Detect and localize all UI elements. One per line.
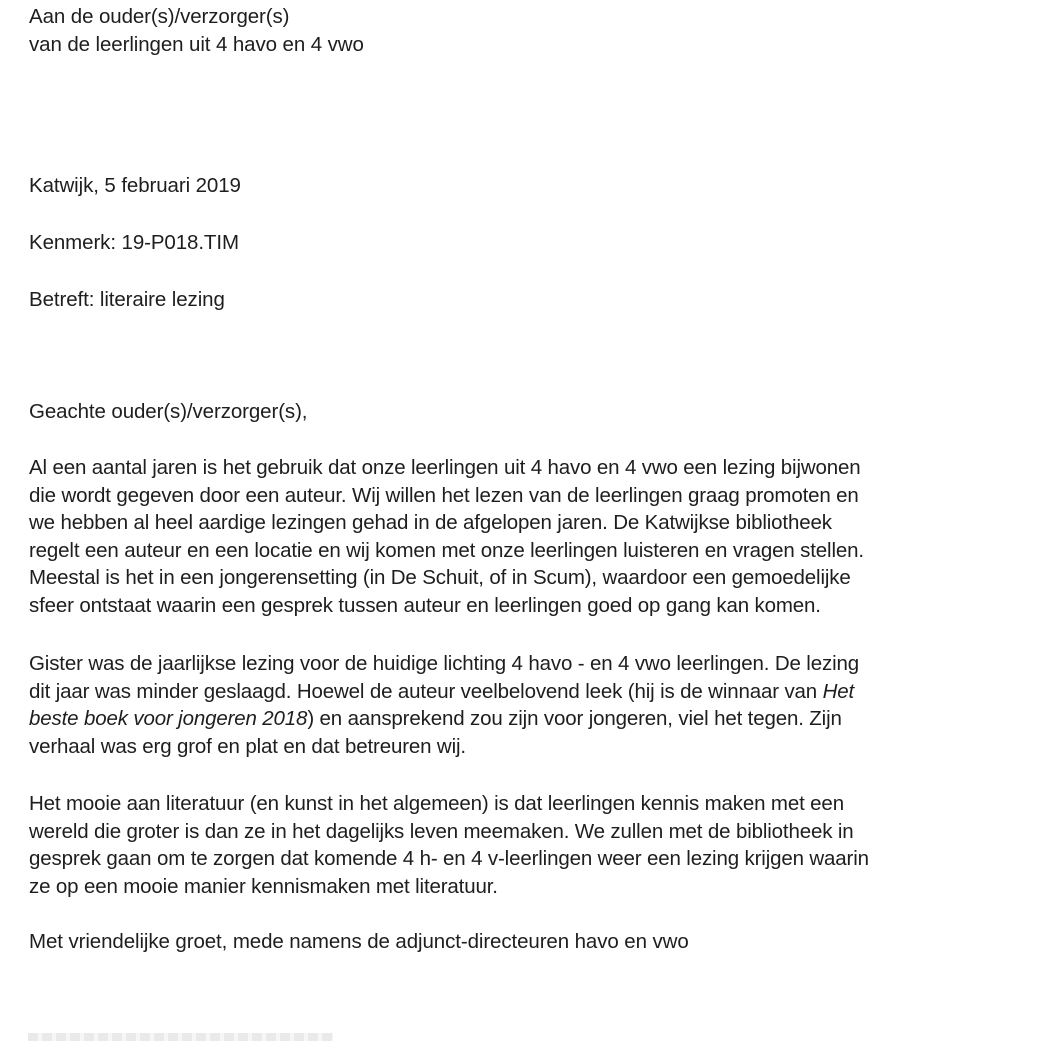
salutation: Geachte ouder(s)/verzorger(s), — [29, 400, 308, 423]
text-run: dit jaar was minder geslaagd. Hoewel de auteur veelbelovend leek (hij is de winnaar van — [29, 679, 823, 703]
subject-line: Betreft: literaire lezing — [29, 288, 225, 311]
paragraph-2 — [29, 650, 1019, 760]
paragraph-line: sfeer ontstaat waarin een gesprek tussen auteur en leerlingen goed op gang kan komen. — [29, 593, 821, 617]
paragraph-line: Meestal is het in een jongerensetting (in De Schuit, of in Scum), waardoor een gemoedelijke — [29, 566, 851, 589]
paragraph-line: Al een aantal jaren is het gebruik dat onze leerlingen uit 4 havo en 4 vwo een lezing bijwonen — [29, 456, 861, 479]
paragraph-line: ze op een mooie manier kennismaken met literatuur. — [29, 874, 498, 898]
cut-off-signature-line — [28, 1033, 333, 1041]
recipient-line-1: Aan de ouder(s)/verzorger(s) — [29, 5, 290, 28]
paragraph-line — [29, 678, 1019, 706]
book-title-italic: beste boek voor jongeren 2018 — [29, 707, 308, 730]
closing-line: Met vriendelijke groet, mede namens de adjunct-directeuren havo en vwo — [29, 930, 689, 953]
text-run: ) en aansprekend zou zijn voor jongeren, viel het tegen. Zijn — [307, 707, 842, 730]
recipient-line-2: van de leerlingen uit 4 havo en 4 vwo — [29, 33, 364, 56]
reference-number: Kenmerk: 19-P018.TIM — [29, 231, 239, 254]
paragraph-3 — [29, 790, 1019, 900]
paragraph-line: Gister was de jaarlijkse lezing voor de huidige lichting 4 havo - en 4 vwo leerlingen. De lezing — [29, 652, 859, 675]
paragraph-line: gesprek gaan om te zorgen dat komende 4 h- en 4 v-leerlingen weer een lezing krijgen waarin — [29, 847, 869, 870]
book-title-italic: Het — [822, 679, 855, 703]
paragraph-line: wereld die groter is dan ze in het dagelijks leven meemaken. We zullen met de bibliotheek in — [29, 819, 854, 843]
paragraph-line: verhaal was erg grof en plat en dat betreuren wij. — [29, 734, 466, 758]
paragraph-line: Het mooie aan literatuur (en kunst in het algemeen) is dat leerlingen kennis maken met een — [29, 792, 844, 815]
paragraph-1 — [29, 454, 1019, 619]
paragraph-line — [29, 705, 1019, 733]
paragraph-line: regelt een auteur en een locatie en wij komen met onze leerlingen luisteren en vragen stellen. — [29, 538, 864, 562]
place-date: Katwijk, 5 februari 2019 — [29, 174, 241, 197]
paragraph-line: die wordt gegeven door een auteur. Wij willen het lezen van de leerlingen graag promoten en — [29, 483, 859, 507]
paragraph-line: we hebben al heel aardige lezingen gehad in de afgelopen jaren. De Katwijkse bibliotheek — [29, 511, 832, 534]
